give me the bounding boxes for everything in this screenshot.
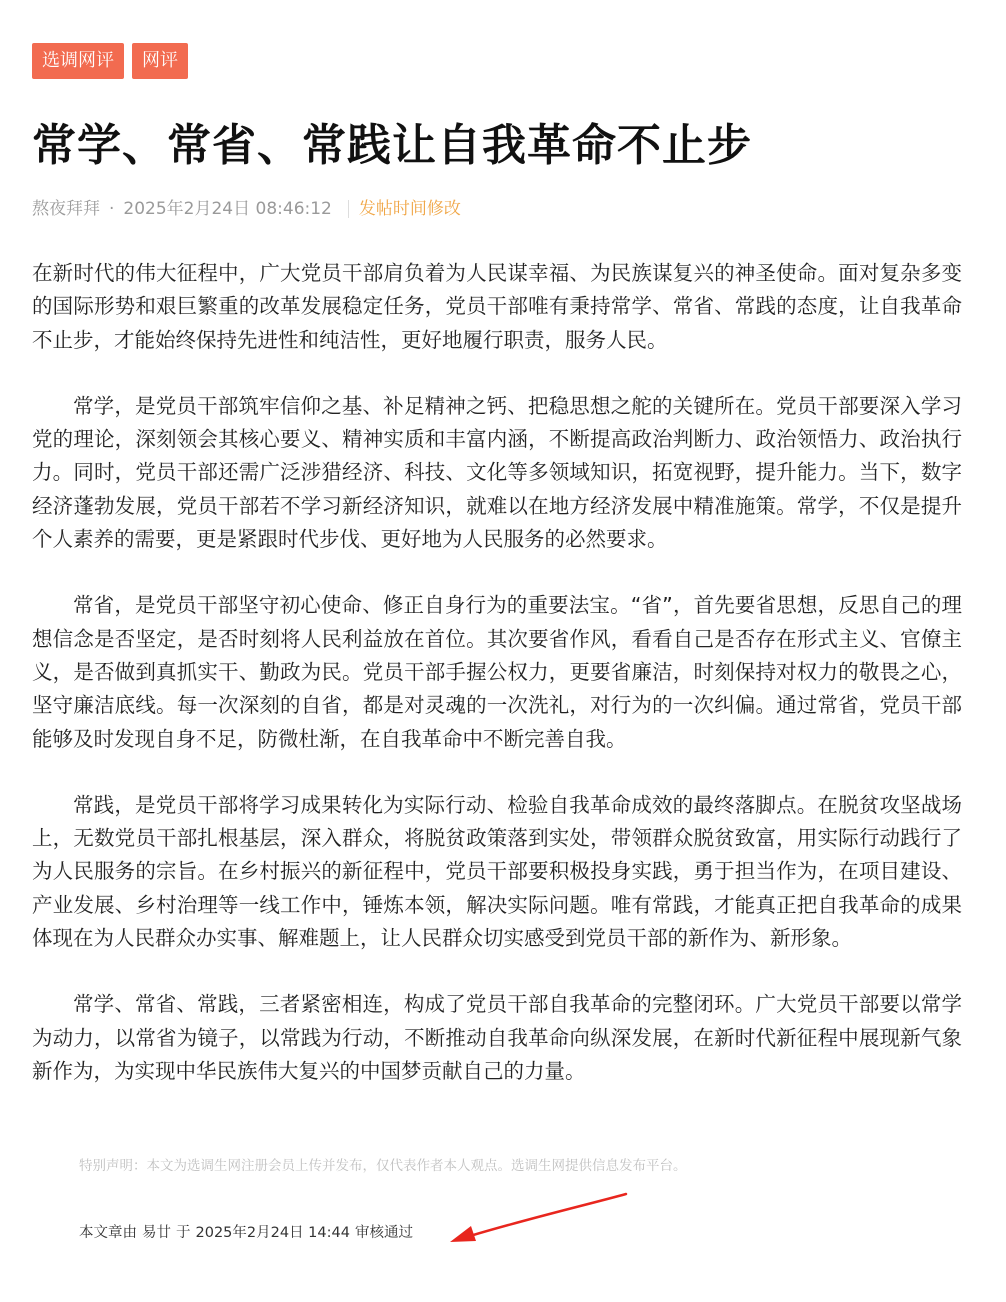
review-prefix: 本文章由 [79,1225,137,1241]
review-status: 审核通过 [354,1225,413,1241]
edit-post-time-link[interactable]: 发帖时间修改 [358,199,461,219]
article-paragraph: 常省，是党员干部坚守初心使命、修正自身行为的重要法宝。“省”，首先要省思想，反思自己的理想信念是否坚定，是否时刻将人民利益放在首位。其次要省作风，看看自己是否存在形式主义、官僚主义，是否做到真抓实干、勤政为民。党员干部手握公权力，更要省廉洁，时刻保持对权力的敬畏之心，坚守廉洁底线。每一次深刻的自省，都是对灵魂的一次洗礼，对行为的一次纠偏。通过常省，党员干部能够及时发现自身不足，防微杜渐，在自我革命中不断完善自我。 [32,593,962,751]
meta-dot: · [109,199,115,219]
article-paragraph: 常学、常省、常践，三者紧密相连，构成了党员干部自我革命的完整闭环。广大党员干部要以常学为动力，以常省为镜子，以常践为行动，不断推动自我革命向纵深发展，在新时代新征程中展现新气象新作为，为实现中华民族伟大复兴的中国梦贡献自己的力量。 [32,992,962,1083]
article-meta [32,196,461,222]
review-datetime: 2025年2月24日 14:44 [195,1225,350,1241]
article-paragraph: 在新时代的伟大征程中，广大党员干部肩负着为人民谋幸福、为民族谋复兴的神圣使命。面对复杂多变的国际形势和艰巨繁重的改革发展稳定任务，党员干部唯有秉持常学、常省、常践的态度，让自我革命不止步，才能始终保持先进性和纯洁性，更好地履行职责，服务人民。 [32,261,962,352]
article-title: 常学、常省、常践让自我革命不止步 [32,120,752,171]
article-paragraph: 常践，是党员干部将学习成果转化为实际行动、检验自我革命成效的最终落脚点。在脱贫攻坚战场上，无数党员干部扎根基层，深入群众，将脱贫政策落到实处，带领群众脱贫致富，用实际行动践行了为人民服务的宗旨。在乡村振兴的新征程中，党员干部要积极投身实践，勇于担当作为，在项目建设、产业发展、乡村治理等一线工作中，锤炼本领，解决实际问题。唯有常践，才能真正把自我革命的成果体现在为人民群众办实事、解难题上，让人民群众切实感受到党员干部的新作为、新形象。 [32,792,962,951]
meta-divider [348,200,349,218]
review-at: 于 [176,1225,191,1241]
article-paragraph: 常学，是党员干部筑牢信仰之基、补足精神之钙、把稳思想之舵的关键所在。党员干部要深入学习党的理论，深刻领会其核心要义、精神实质和丰富内涵，不断提高政治判断力、政治领悟力、政治执行力。同时，党员干部还需广泛涉猎经济、科技、文化等多领域知识，拓宽视野，提升能力。当下，数字经济蓬勃发展，党员干部若不学习新经济知识，就难以在地方经济发展中精准施策。常学，不仅是提升个人素养的需要，更是紧跟时代步伐、更好地为人民服务的必然要求。 [32,393,962,552]
category-tags [32,43,188,79]
review-info [79,1222,413,1244]
article-body [32,257,962,1121]
author-name[interactable]: 熬夜拜拜 [32,199,100,219]
reviewer-name: 易廿 [142,1225,171,1241]
special-statement: 特别声明：本文为选调生网注册会员上传并发布，仅代表作者本人观点。选调生网提供信息发布平台。 [79,1158,687,1174]
publish-datetime: 2025年2月24日 08:46:12 [123,199,332,219]
red-arrow-annotation-icon [440,1188,640,1248]
tag-wangping[interactable]: 网评 [132,43,188,79]
tag-xuandiao-wangping[interactable]: 选调网评 [32,43,124,79]
